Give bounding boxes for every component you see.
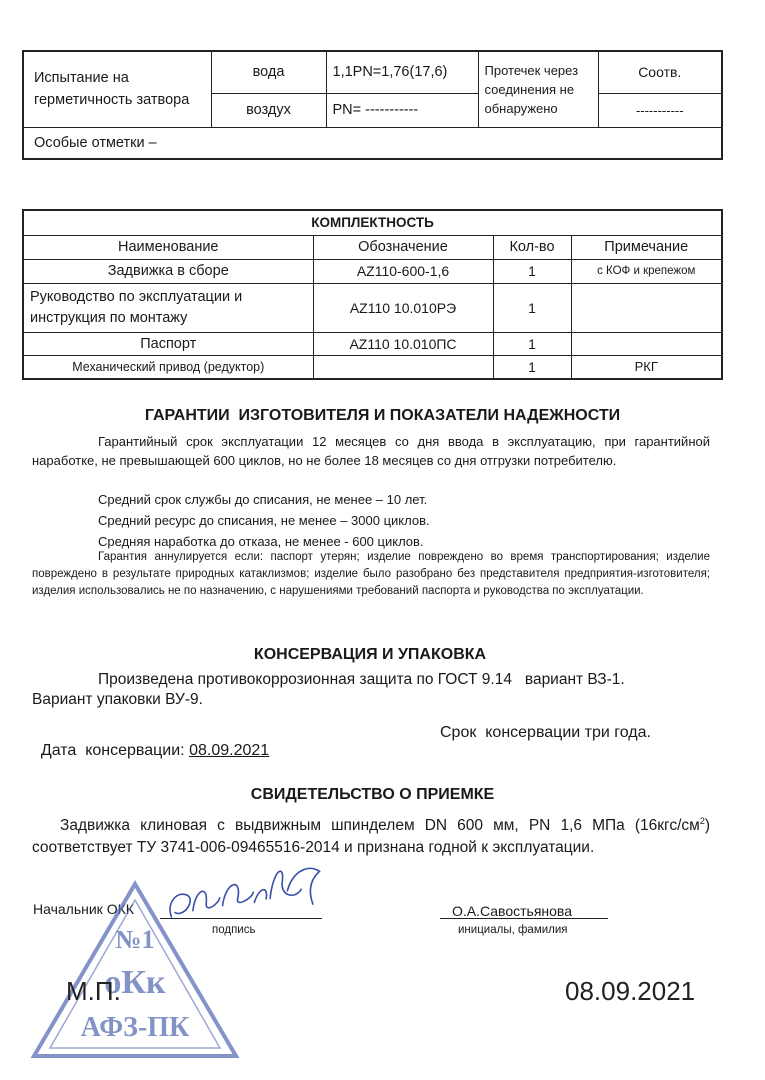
warranty-void-conditions: Гарантия аннулируется если: паспорт утерян; изделие повреждено во время транспортирования; изделие повреждено в результате природных катаклизмов; изделие было разобрано без представителя предприятия-изготовителя; изделия использовались не по назначению, с нарушениями требований паспорта и руководства по эксплуатации. [32,551,710,597]
conservation-packaging: Вариант упаковки ВУ-9. [32,691,203,708]
warranty-service-life: Средний срок службы до списания, не менее – 10 лет. [98,492,428,507]
col-header-name: Наименование [23,235,313,259]
item-note [571,332,722,355]
medium-water: вода [211,51,326,93]
warranty-title: ГАРАНТИИ ИЗГОТОВИТЕЛЯ И ПОКАЗАТЕЛИ НАДЕЖНОСТИ [144,407,621,424]
item-designation: AZ110 10.010РЭ [313,283,493,332]
item-name: Паспорт [23,332,313,355]
signature-caption: подпись [212,924,256,936]
completeness-header-row [23,235,722,259]
name-line [440,918,608,919]
item-qty: 1 [493,355,571,379]
conservation-date-line [32,724,269,760]
table-row [23,283,722,332]
acceptance-statement: Задвижка клиновая с выдвижным шпинделем DN 600 мм, PN 1,6 МПа $(16кгс/см^2)$ соответствует ТУ 3741-006-09465516-2014 и признана годной к эксплуатации. [32,816,710,857]
table-row [23,332,722,355]
acceptance-title: СВИДЕТЕЛЬСТВО О ПРИЕМКЕ [250,786,495,803]
item-qty: 1 [493,283,571,332]
col-header-designation: Обозначение [313,235,493,259]
conservation-title: КОНСЕРВАЦИЯ И УПАКОВКА [253,646,487,663]
conformity-air: ----------- [598,93,722,127]
item-qty: 1 [493,259,571,283]
table-row [23,259,722,283]
warranty-resource: Средний ресурс до списания, не менее – 3000 циклов. [98,513,430,528]
pressure-air: PN= ----------- [326,93,478,127]
test-table [22,50,723,160]
superscript-2: 2 [699,816,705,826]
stamp-okk: оКк [104,964,166,1001]
name-caption: инициалы, фамилия [458,924,568,936]
position-label: Начальник ОКК [33,901,134,917]
conservation-protection: Произведена противокоррозионная защита по ГОСТ 9.14 вариант ВЗ-1. [98,671,625,688]
conservation-date: 08.09.2021 [189,742,270,759]
test-result: Протечек через соединения не обнаружено [478,51,598,127]
signer-name: О.А.Савостьянова [452,903,572,919]
item-designation: AZ110-600-1,6 [313,259,493,283]
item-designation: AZ110 10.010ПС [313,332,493,355]
table-row [23,355,722,379]
warranty-paragraph: Гарантийный срок эксплуатации 12 месяцев со дня ввода в эксплуатацию, при гарантийной наработке, не превышающей 600 циклов, но не более 18 месяцев со дня отгрузки потребителю. [32,434,710,468]
item-name: Механический привод (редуктор) [23,355,313,379]
item-name: Задвижка в сборе [23,259,313,283]
item-note [571,283,722,332]
pressure-water: 1,1PN=1,76(17,6) [326,51,478,93]
acceptance-date: 08.09.2021 [565,976,696,1006]
item-note: с КОФ и крепежом [571,259,722,283]
completeness-table [22,209,723,380]
conformity-water: Соотв. [598,51,722,93]
warranty-mtbf: Средняя наработка до отказа, не менее - 600 циклов. [98,534,424,549]
special-notes: Особые отметки – [23,127,722,159]
item-designation [313,355,493,379]
completeness-title: КОМПЛЕКТНОСТЬ [23,210,722,235]
item-qty: 1 [493,332,571,355]
stamp-icon [28,878,243,1063]
test-label: Испытание на герметичность затвора [23,51,211,127]
stamp-number: №1 [115,925,155,954]
col-header-note: Примечание [571,235,722,259]
conservation-date-label: Дата консервации: [40,742,190,759]
item-name: Руководство по эксплуатации и инструкция по монтажу [23,283,313,332]
medium-air: воздух [211,93,326,127]
item-note: РКГ [571,355,722,379]
conservation-term: Срок консервации три года. [440,724,651,741]
col-header-qty: Кол-во [493,235,571,259]
mp-label: М.П. [66,976,121,1006]
stamp-company: АФЗ-ПК [80,1012,190,1043]
